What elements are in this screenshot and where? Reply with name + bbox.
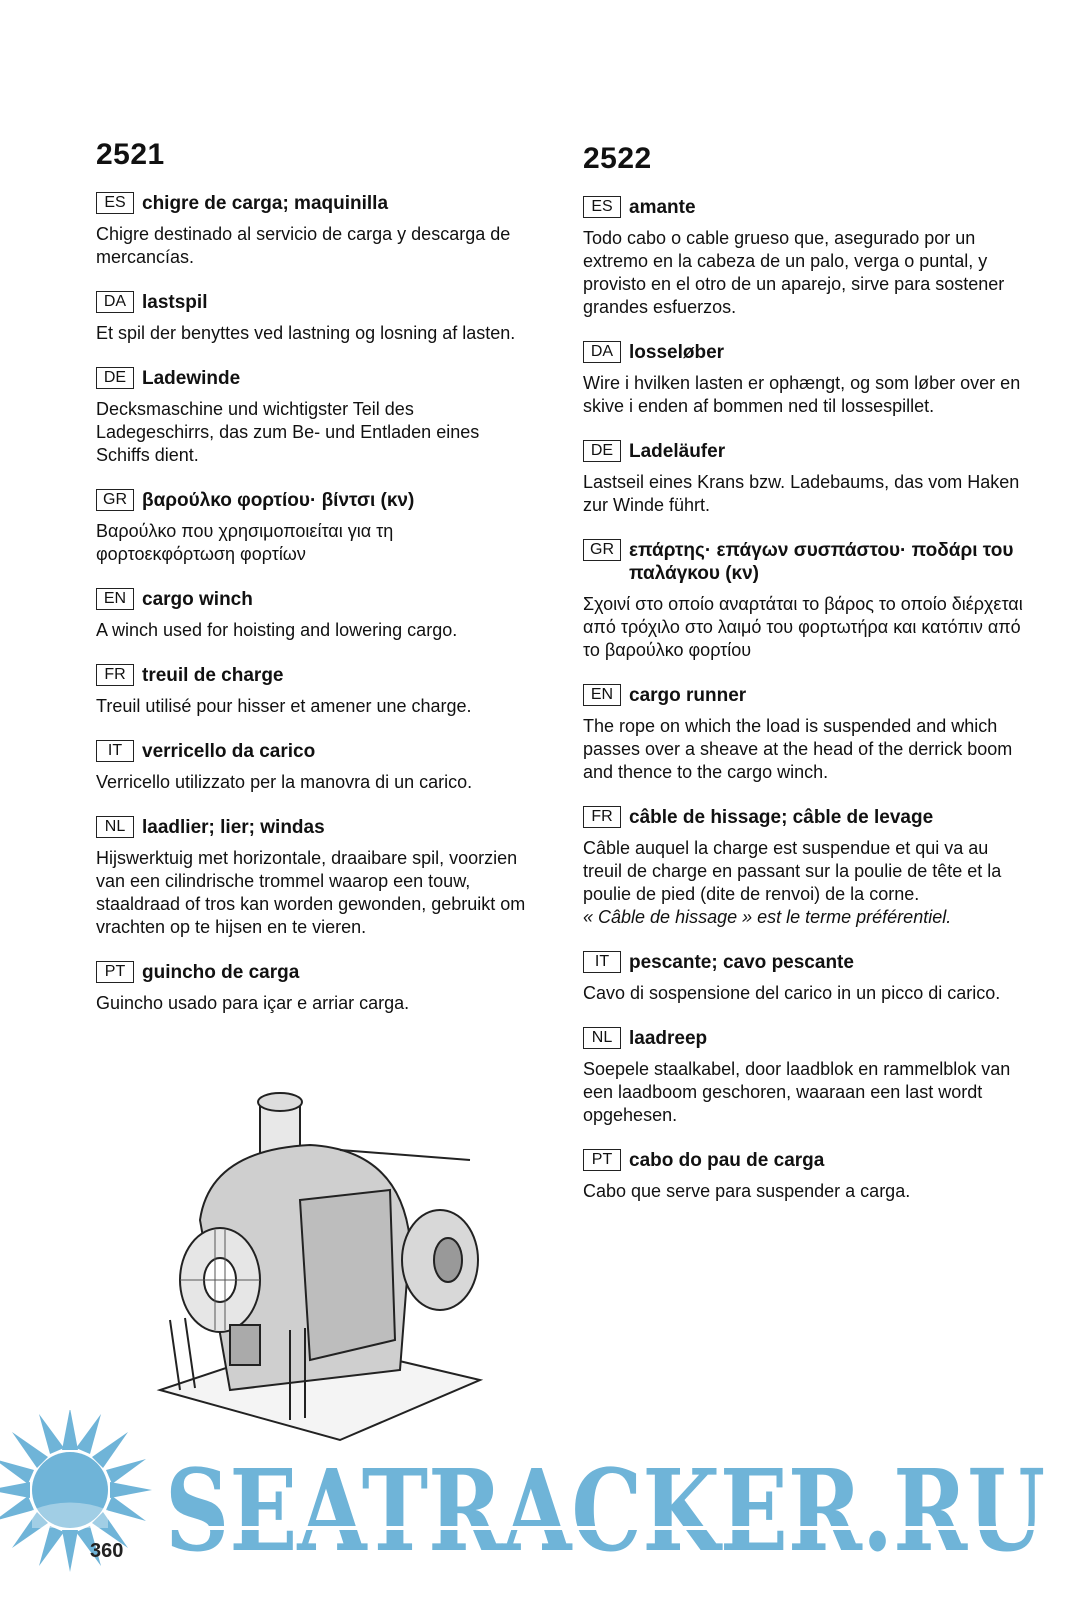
definition: Cavo di sospensione del carico in un picco di carico. [583,983,1001,1003]
term: cargo runner [629,685,747,706]
lang-block-de [583,440,1028,517]
term: câble de hissage; câble de levage [629,807,934,828]
lang-block-it [96,740,536,794]
gear-case [300,1190,395,1360]
lang-block-fr [583,806,1028,929]
definition: Verricello utilizzato per la manovra di un carico. [96,772,473,792]
page-number: 360 [90,1540,124,1562]
definition: Cabo que serve para suspender a carga. [583,1181,911,1201]
definition: Chigre destinado al servicio de carga y descarga de mercancías. [96,224,511,267]
definition: Soepele staalkabel, door laadblok en rammelblok van een laadboom geschoren, waaraan een last wordt opgehesen. [583,1059,1011,1125]
lang-code: PT [96,961,134,983]
lang-block-fr [96,664,536,718]
definition: Et spil der benyttes ved lastning og losning af lasten. [96,323,516,343]
entry-2521 [96,138,536,1037]
lang-block-es [583,196,1028,319]
lang-code: NL [583,1027,621,1049]
lang-block-nl [96,816,536,939]
term: Ladeläufer [629,441,726,462]
usage-note: « Câble de hissage » est le terme préférentiel. [583,907,952,927]
entry-number: 2521 [96,138,165,171]
lang-code: FR [583,806,621,828]
definition: A winch used for hoisting and lowering cargo. [96,620,458,640]
lang-code: ES [96,192,134,214]
term: chigre de carga; maquinilla [142,193,389,214]
lang-code: DE [583,440,621,462]
lang-block-gr [96,489,536,566]
lang-code: ES [583,196,621,218]
definition: The rope on which the load is suspended and which passes over a sheave at the head of the derrick boom and thence to the cargo winch. [583,716,1013,782]
term: επάρτης· επάγων συσπάστου· ποδάρι του παλάγκου (κν) [629,540,1014,584]
term: pescante; cavo pescante [629,952,854,973]
term: βαρούλκο φορτίου· βίντσι (κν) [142,490,415,511]
lang-code: NL [96,816,134,838]
lang-code: DA [583,341,621,363]
lang-block-da [583,341,1028,418]
lang-block-pt [96,961,536,1015]
lang-block-en [583,684,1028,784]
rear-drum-hub [434,1238,462,1282]
lang-code: PT [583,1149,621,1171]
lang-code: IT [583,951,621,973]
definition: Σχοινί στο οποίο αναρτάται το βάρος το οποίο διέρχεται από τρόχιλο στο λαιμό του φορτωτήρα και κατόπιν από το βαρούλκο φορτίου [583,594,1023,660]
lang-code: GR [583,539,621,561]
lang-code: GR [96,489,134,511]
term: lastspil [142,292,208,313]
definition: Câble auquel la charge est suspendue et qui va au treuil de charge en passant sur la poulie de tête et la poulie de pied (dite de renvoi) de la corne. [583,838,1002,904]
lang-code: DA [96,291,134,313]
watermark-text: SEATRACKER.RU [165,1446,1045,1577]
term: verricello da carico [142,741,316,762]
motor-top [258,1093,302,1111]
lang-block-nl [583,1027,1028,1127]
term: guincho de carga [142,962,300,983]
lang-block-it [583,951,1028,1005]
term: laadreep [629,1028,708,1049]
entry-2522 [583,138,1028,1225]
term: cargo winch [142,589,253,610]
definition: Hijswerktuig met horizontale, draaibare spil, voorzien van een cilindrische trommel waarop een touw, staaldraad of tros kan worden gewonden, gebruikt om vrachten op te hijsen en te vieren. [96,848,526,937]
definition: Wire i hvilken lasten er ophængt, og som løber over en skive i enden af bommen ned til lossespillet. [583,373,1021,416]
term: cabo do pau de carga [629,1150,825,1171]
cargo-winch-illustration [140,1090,520,1450]
term: treuil de charge [142,665,284,686]
term: Ladewinde [142,368,241,389]
term: losseløber [629,342,725,363]
lang-block-de [96,367,536,467]
watermark [0,1410,1080,1610]
term: laadlier; lier; windas [142,817,325,838]
lang-block-da [96,291,536,345]
lang-code: IT [96,740,134,762]
definition: Treuil utilisé pour hisser et amener une charge. [96,696,472,716]
definition: Lastseil eines Krans bzw. Ladebaums, das vom Haken zur Winde führt. [583,472,1020,515]
lang-code: EN [96,588,134,610]
definition: Decksmaschine und wichtigster Teil des Ladegeschirrs, das zum Be- und Entladen eines Schiffs dient. [96,399,480,465]
sunburst-logo [0,1410,152,1572]
lang-code: EN [583,684,621,706]
definition: Guincho usado para içar e arriar carga. [96,993,410,1013]
lang-block-es [96,192,536,269]
lang-block-gr [583,539,1028,662]
definition: Βαρούλκο που χρησιμοποιείται για τη φορτοεκφόρτωση φορτίων [96,521,394,564]
lang-code: DE [96,367,134,389]
lang-block-pt [583,1149,1028,1203]
term: amante [629,197,696,218]
entry-number: 2522 [583,142,652,175]
lang-code: FR [96,664,134,686]
lang-block-en [96,588,536,642]
control-box [230,1325,260,1365]
definition: Todo cabo o cable grueso que, asegurado por un extremo en la cabeza de un palo, verga o puntal, y provisto en el otro de un aparejo, sirve para sostener grandes esfuerzos. [583,228,1005,317]
